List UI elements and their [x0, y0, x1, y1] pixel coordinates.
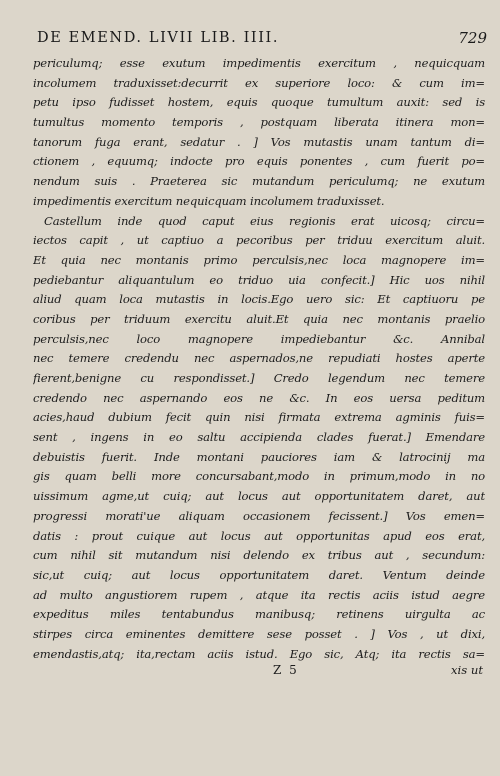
text-line: progressi morati'ue aliquam occasionem fecissent.] Vos emen=: [33, 508, 485, 523]
text-line: Et quia nec montanis primo perculsis,nec loca magnopere im=: [33, 252, 485, 267]
text-line: impedimentis exercitum nequicquam incolumem traduxisset.: [33, 193, 385, 208]
text-line: stirpes circa eminentes demittere sese posset . ] Vos , ut dixi,: [33, 626, 485, 641]
text-line: coribus per triduum exercitu aluit.Et quia nec montanis praelio: [33, 311, 485, 326]
text-line: nendum suis . Praeterea sic mutandum periculumq; ne exutum: [33, 174, 485, 189]
page-footer: [33, 663, 485, 683]
catchword: xis ut: [450, 663, 483, 677]
page-header: [37, 30, 487, 52]
text-line: cum nihil sit mutandum nisi delendo ex tribus aut , secundum:: [33, 548, 485, 563]
text-line: perculsis,nec loco magnopere impediebantur &c. Annibal: [33, 331, 485, 346]
text-line: tanorum fuga erant, sedatur . ] Vos mutastis unam tantum di=: [33, 134, 485, 149]
text-line: sent , ingens in eo saltu accipienda clades fuerat.] Emendare: [33, 430, 485, 445]
text-line: credendo nec aspernando eos ne &c. In eos uersa peditum: [33, 390, 485, 405]
text-line: tumultus momento temporis , postquam liberata itinera mon=: [33, 115, 485, 130]
text-line: fierent,benigne cu respondisset.] Credo legendum nec temere: [33, 371, 485, 385]
text-line: emendastis,atq; ita,rectam aciis istud. Ego sic, Atq; ita rectis sa=: [33, 646, 485, 661]
text-line: uissimum agme,ut cuiq; aut locus aut opportunitatem daret, aut: [33, 489, 485, 504]
text-line: aliud quam loca mutastis in locis.Ego uero sic: Et captiuoru pe: [33, 292, 485, 307]
text-line: gis quam belli more concursabant,modo in primum,modo in no: [33, 469, 485, 484]
text-line: sic,ut cuiq; aut locus opportunitatem daret. Ventum deinde: [33, 567, 485, 582]
text-line: nec temere credendu nec aspernados,ne repudiati hostes aperte: [33, 351, 485, 366]
text-line: expeditus miles tentabundus manibusq; retinens uirgulta ac: [33, 607, 485, 622]
text-line: incolumem traduxisset:decurrit ex superiore loco: & cum im=: [33, 75, 485, 90]
body-text: [33, 54, 485, 664]
text-line: periculumq; esse exutum impedimentis exercitum , nequicquam: [33, 56, 485, 70]
text-line: datis : prout cuique aut locus aut opportunitas apud eos erat,: [33, 528, 485, 543]
text-line: ad multo angustiorem rupem , atque ita rectis aciis istud aegre: [33, 587, 485, 602]
text-line: Castellum inde quod caput eius regionis erat uicosq; circu=: [44, 213, 485, 228]
folio-number: 729: [458, 29, 487, 47]
text-line: debuistis fuerit. Inde montani pauciores iam & latrocinij ma: [33, 449, 485, 464]
text-line: iectos capit , ut captiuo a pecoribus per triduu exercitum aluit.: [33, 233, 485, 248]
text-line: acies,haud dubium fecit quin nisi firmata extrema agminis fuis=: [33, 410, 485, 425]
signature-mark: Z 5: [273, 663, 299, 677]
text-line: petu ipso fudisset hostem, equis quoque tumultum auxit: sed is: [33, 95, 485, 110]
text-line: ctionem , equumq; indocte pro equis ponentes , cum fuerit po=: [33, 154, 485, 169]
text-line: pediebantur aliquantulum eo triduo uia confecit.] Hic uos nihil: [33, 272, 485, 287]
running-head: DE EMEND. LIVII LIB. IIII.: [37, 30, 280, 46]
